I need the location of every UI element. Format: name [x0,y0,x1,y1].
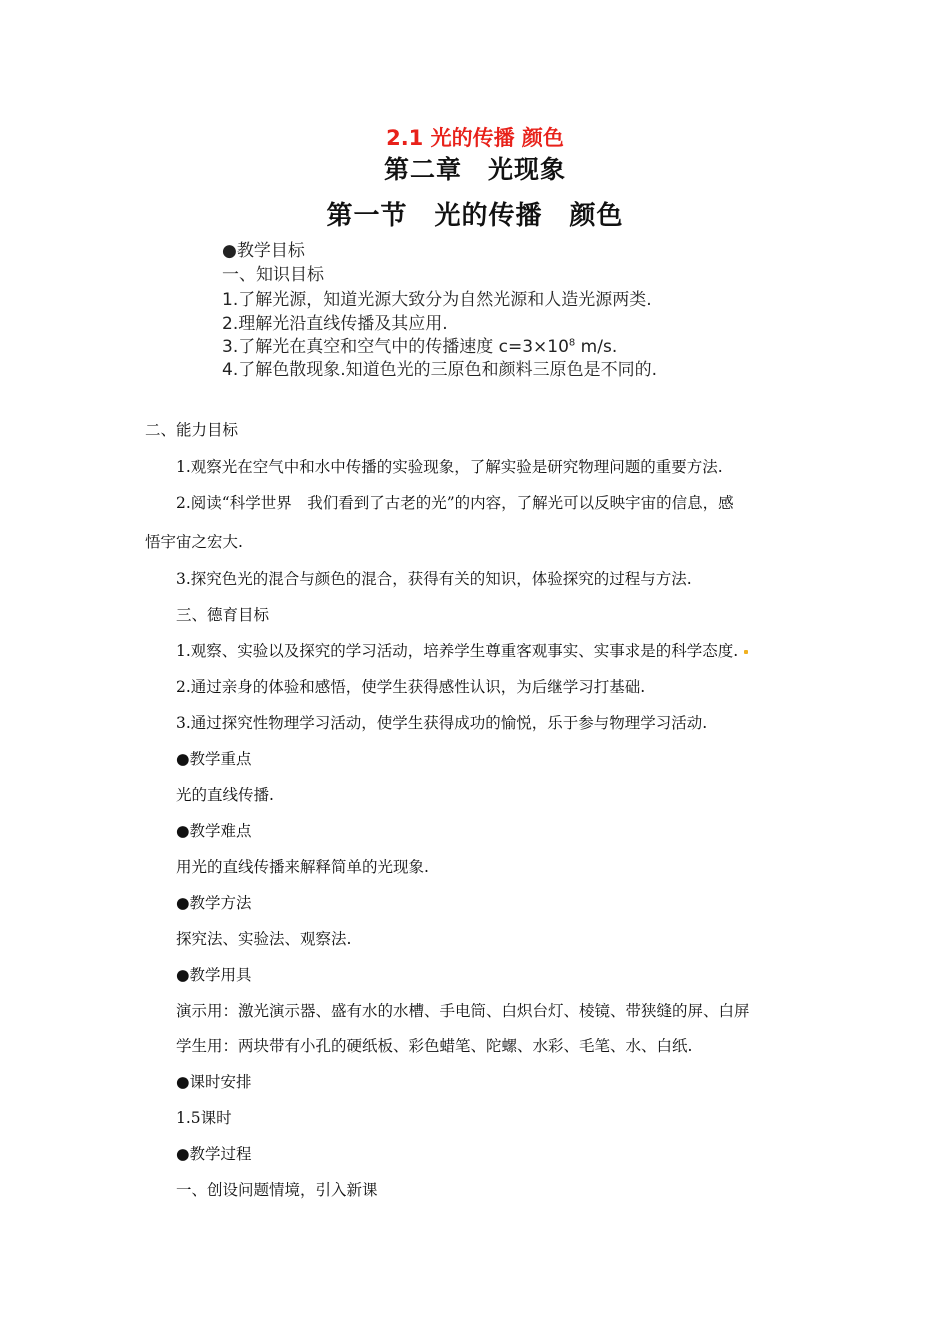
tools-demo: 演示用：激光演示器、盛有水的水槽、手电筒、白炽台灯、棱镜、带狭缝的屏、白屏 [176,1002,750,1020]
difficulty-text: 用光的直线传播来解释简单的光现象. [176,858,429,876]
ability-item-1: 1.观察光在空气中和水中传播的实验现象，了解实验是研究物理问题的重要方法. [176,458,723,476]
ability-item-3: 3.探究色光的混合与颜色的混合，获得有关的知识，体验探究的过程与方法. [176,570,692,588]
ability-heading: 二、能力目标 [145,421,239,439]
key-point-text: 光的直线传播. [176,786,274,804]
process-step-1: 一、创设问题情境，引入新课 [176,1181,378,1199]
difficulty-heading: ●教学难点 [176,822,252,840]
method-heading: ●教学方法 [176,894,252,912]
tools-student: 学生用：两块带有小孔的硬纸板、彩色蜡笔、陀螺、水彩、毛笔、水、白纸. [176,1037,693,1055]
objectives-heading: ●教学目标 [222,241,305,261]
moral-heading: 三、德育目标 [176,606,270,624]
speed-unit: m/s. [575,337,618,357]
tools-heading: ●教学用具 [176,966,252,984]
highlight-mark-icon [744,650,748,654]
knowledge-item-4: 4.了解色散现象.知道色光的三原色和颜料三原色是不同的. [222,360,658,380]
key-point-heading: ●教学重点 [176,750,252,768]
moral-item-1 [176,639,748,661]
knowledge-item-1: 1.了解光源，知道光源大致分为自然光源和人造光源两类. [222,290,652,310]
schedule-heading: ●课时安排 [176,1073,252,1091]
moral-item-1-text: 1.观察、实验以及探究的学习活动，培养学生尊重客观事实、实事求是的科学态度. [176,642,739,660]
knowledge-heading: 一、知识目标 [222,265,324,285]
ability-item-2: 2.阅读“科学世界 我们看到了古老的光”的内容，了解光可以反映宇宙的信息，感 [176,494,734,512]
red-title: 2.1 光的传播 颜色 [386,126,564,150]
moral-item-3: 3.通过探究性物理学习活动，使学生获得成功的愉悦，乐于参与物理学习活动. [176,714,708,732]
process-heading: ●教学过程 [176,1145,252,1163]
knowledge-item-2: 2.理解光沿直线传播及其应用. [222,314,448,334]
ability-item-2-cont: 悟宇宙之宏大. [145,533,243,551]
section-title: 第一节 光的传播 颜色 [326,201,624,231]
method-text: 探究法、实验法、观察法. [176,930,352,948]
knowledge-item-3-text: 3.了解光在真空和空气中的传播速度 c=3×10 [222,337,569,357]
speed-exponent: 8 [568,337,576,349]
chapter-title: 第二章 光现象 [383,155,566,184]
moral-item-2: 2.通过亲身的体验和感悟，使学生获得感性认识，为后继学习打基础. [176,678,646,696]
schedule-text: 1.5课时 [176,1109,232,1127]
knowledge-item-3 [222,332,617,357]
